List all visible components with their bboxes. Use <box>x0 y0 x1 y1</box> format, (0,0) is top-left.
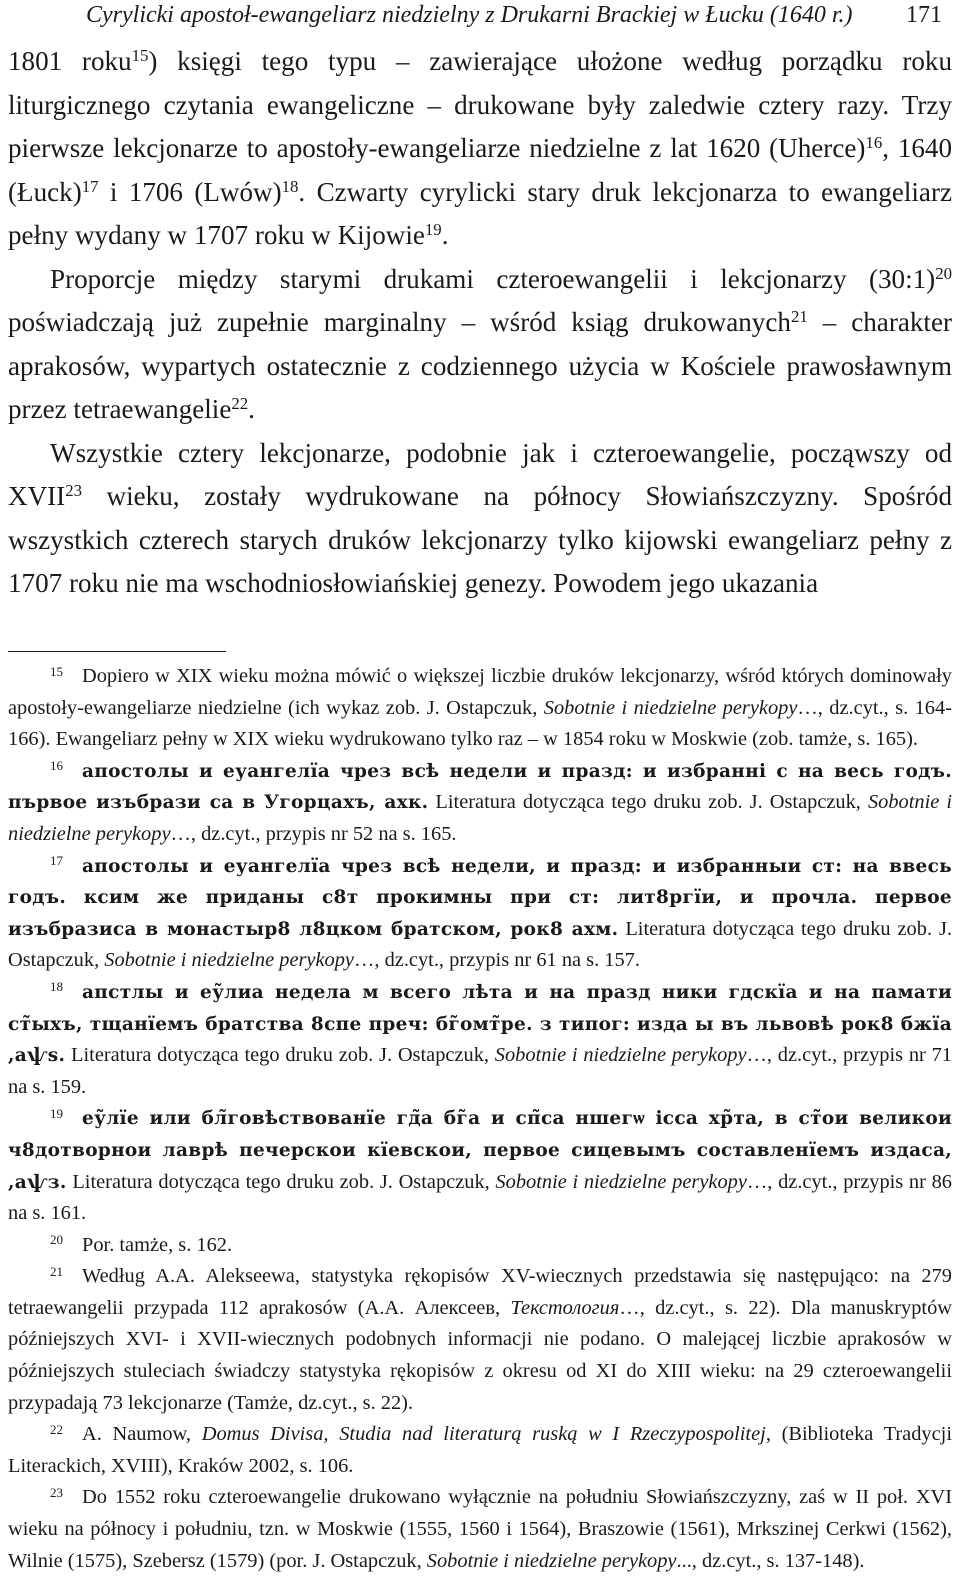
citation-title: Текстология <box>510 1296 620 1319</box>
citation-title: Sobotnie i niedzielne perykopy <box>8 791 952 845</box>
footnote-ref-17[interactable]: 17 <box>81 176 99 196</box>
footnote-ref-19[interactable]: 19 <box>424 219 442 239</box>
footnote-18: 18 апстлы и еу̃лиа недела м всего лѣта и на празд ники гдскїа и на памати ст̃ыхъ, тщанїемъ братства 8спе преч: бг̃омт̃ре. з типог: изда ы въ львовѣ рок8 бжїа ,аѱѕ. Literatura dotycząca tego druku zob. J. Ostapczuk, Sobotnie i niedzielne perykopy…, dz.cyt., przypis nr 71 na s. 159. <box>8 979 952 1098</box>
footnote-17: 17 апостолы и еуангелїа чрез всѣ недели, и празд: и избранныи ст: на ввесь годъ. ксим же приданы с8т прокимны при ст: лит8ргїи, и прочла. первое изъбразиса в монастыр8 л8цком братском, рок8 ахм. Literatura dotycząca tego druku zob. J. Ostapczuk, Sobotnie i niedzielne perykopy…, dz.cyt., przypis nr 61 na s. 157. <box>8 853 952 972</box>
citation-title: Sobotnie i niedzielne perykopy <box>104 949 354 972</box>
citation-title: Sobotnie i niedzielne perykopy <box>426 1549 677 1572</box>
footnote-ref-23[interactable]: 23 <box>65 480 82 500</box>
footnote-20: 20 Por. tamże, s. 162. <box>50 1232 233 1256</box>
page-number: 171 <box>906 2 942 28</box>
cyrillic-title: апостолы и еуангелїа чрез всѣ недели, и празд: и избранныи ст: на ввесь годъ. ксим же приданы с8т прокимны при ст: лит8ргїи, и прочла. первое изъбразиса в монастыр8 л8цком братском, рок8 ахм. <box>8 855 952 940</box>
paragraph-3: Wszystkie cztery lekcjonarze, podobnie jak i czteroewangelie, począwszy od XVII$^{23}$ wieku, zostały wydrukowane na północy Słowiańszczyzny. Spośród wszystkich czterech starych druków lekcjonarzy tylko kijowski ewangeliarz pełny z 1707 roku nie ma wschodniosłowiańskiej genezy. Powodem jego ukazania <box>8 437 952 598</box>
footnote-22: 22 A. Naumow, Domus Divisa, Studia nad literaturą ruską w I Rzeczypospolitej, (Biblioteka Tradycji Literackich, XVIII), Kraków 2002, s. 106. <box>8 1421 953 1477</box>
citation-title: Sobotnie i niedzielne perykopy <box>543 696 798 719</box>
footnote-ref-15[interactable]: 15 <box>131 45 149 65</box>
running-title: Cyrylicki apostoł-ewangeliarz niedzielny z Drukarni Brackiej w Łucku (1640 r.) <box>86 2 853 28</box>
paragraph-1: 1801 roku$^{15}$) księgi tego typu – zawierające ułożone według porządku roku liturgicznego czytania ewangeliczne – drukowane były zaledwie cztery razy. Trzy pierwsze lekcjonarze to apostoły-ewangeliarze niedzielne z lat 1620 (Uherce)$^{16}$, 1640 (Łuck)$^{17}$ i 1706 (Lwów)$^{18}$. Czwarty cyrylicki stary druk lekcjonarza to ewangeliarz pełny wydany w 1707 roku w Kijowie$^{19}$. <box>8 45 953 250</box>
footnote-separator <box>8 651 226 652</box>
footnote-15: 15 Dopiero w XIX wieku można mówić o większej liczbie druków lekcjonarzy, wśród których dominowały apostoły-ewangeliarze niedzielne (ich wykaz zob. J. Ostapczuk, Sobotnie i niedzielne perykopy…, dz.cyt., s. 164-166). Ewangeliarz pełny w XIX wieku wydrukowano tylko raz – w 1854 roku w Moskwie (zob. tamże, s. 165). <box>8 663 952 751</box>
footnote-ref-21[interactable]: 21 <box>790 306 808 326</box>
footnote-ref-20[interactable]: 20 <box>935 263 952 283</box>
citation-title: Domus Divisa, Studia nad literaturą ruską w I Rzeczypospolitej <box>201 1423 766 1446</box>
cyrillic-title: апстлы и еу̃лиа недела м всего лѣта и на празд ники гдскїа и на памати ст̃ыхъ, тщанїемъ братства 8спе преч: бг̃омт̃ре. з типог: изда ы въ львовѣ рок8 бжїа ,аѱѕ. <box>8 981 952 1067</box>
cyrillic-title: апостолы и еуангелїа чрез всѣ недели и празд: и избранні с на весь годъ. първое изъбрази са в Угорцахъ, ахк. <box>8 760 952 814</box>
footnote-ref-16[interactable]: 16 <box>865 132 883 152</box>
footnote-19: 19 еу̃лїе или бл̃говѣствованїе гд̃а бг̃а и сп̃са ншегѡ ісса хр̃та, в ст̃ои великои ч8дотворнои лаврѣ печерскои кїевскои, первое сицевымъ составленїемъ издаса, ,аѱз. Literatura dotycząca tego druku zob. J. Ostapczuk, Sobotnie i niedzielne perykopy…, dz.cyt., przypis nr 86 na s. 161. <box>8 1105 952 1225</box>
footnote-ref-18[interactable]: 18 <box>281 176 299 196</box>
citation-title: Sobotnie i niedzielne perykopy <box>495 1170 747 1193</box>
body-text <box>8 40 952 606</box>
footnote-23: 23 Do 1552 roku czteroewangelie drukowano wyłącznie na południu Słowiańszczyzny, zaś w II poł. XVI wieku na północy i południu, tzn. w Moskwie (1555, 1560 i 1564), Braszowie (1561), Mrkszinej Cerkwi (1562), Wilnie (1575), Szebersz (1579) (por. J. Ostapczuk, Sobotnie i niedzielne perykopy..., dz.cyt., s. 137-148). <box>8 1484 952 1572</box>
footnote-21: 21 Według A.A. Alekseewa, statystyka rękopisów XV-wiecznych przedstawia się następująco: na 279 tetraewangelii przypada 112 aprakosów (А.А. Алексеев, Текстология…, dz.cyt., s. 22). Dla manuskryptów późniejszych XVI- i XVII-wiecznych podobnych informacji nie podano. O malejącej liczbie aprakosów w późniejszych stuleciach świadczy statystyka rękopisów z okresu od XI do XIII wieku: na 29 czteroewangelii przypadają 73 lekcjonarze (Tamże, dz.cyt., s. 22). <box>8 1263 952 1414</box>
footnotes <box>8 661 952 1577</box>
footnote-ref-22[interactable]: 22 <box>231 393 249 413</box>
running-head <box>0 0 952 36</box>
footnote-16: 16 апостолы и еуангелїа чрез всѣ недели и празд: и избранні с на весь годъ. първое изъбрази са в Угорцахъ, ахк. Literatura dotycząca tego druku zob. J. Ostapczuk, Sobotnie i niedzielne perykopy…, dz.cyt., przypis nr 52 na s. 165. <box>8 758 952 845</box>
citation-title: Sobotnie i niedzielne perykopy <box>494 1044 747 1067</box>
cyrillic-title: еу̃лїе или бл̃говѣствованїе гд̃а бг̃а и сп̃са ншегѡ ісса хр̃та, в ст̃ои великои ч8дотворнои лаврѣ печерскои кїевскои, первое сицевымъ составленїемъ издаса, ,аѱз. <box>8 1108 952 1193</box>
paragraph-2: Proporcje między starymi drukami czteroewangelii i lekcjonarzy (30:1)$^{20}$ poświadczają już zupełnie marginalny – wśród ksiąg drukowanych$^{21}$ – charakter aprakosów, wypartych ostatecznie z codziennego użycia w Kościele prawosławnym przez tetraewangelie$^{22}$. <box>8 263 952 424</box>
